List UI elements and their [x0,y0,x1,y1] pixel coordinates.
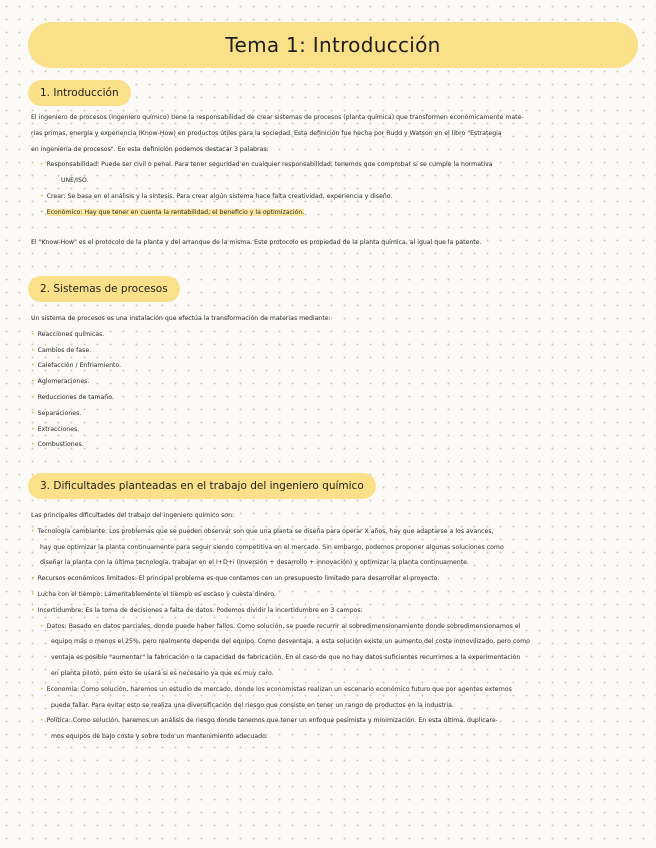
list-item: • Separaciones. [31,409,82,417]
sub-bullet-datos: • Datos: Basado en datos parciales, donde puede haber fallos. Como solución, se puede recurrir al sobredimensionamiento donde sobredimensionamos el [40,622,521,630]
bullet-dot-icon: • [40,717,44,725]
bullet-tecnologia: • Tecnología cambiante: Los problemas que se pueden observar son que una planta se diseña para operar X años, hay que adaptarse a los avances, [31,527,494,535]
bullet-continuation: ventaja es posible "aumentar" la fabricación o la capacidad de fabricación. En el caso de que no hay datos suficientes recurrimos a la experimentación [51,654,521,662]
process-list [31,327,631,453]
bullet-continuation: puede fallar. Para evitar esto se realiza una diversificación del riesgo que consiste en tener un rango de productos en la industria. [51,701,454,709]
section-body-sistemas [31,311,631,453]
list-item: • Extracciones. [31,425,80,433]
bullet-tiempo: • Lucha con el tiempo: Lamentablemente el tiempo es escaso y cuesta dinero. [31,590,276,598]
bullet-dot-icon: • [40,622,44,630]
list-item: • Combustiones. [31,441,84,449]
section-heading-dificultades: 3. Dificultades planteadas en el trabajo del ingeniero químico [28,473,376,499]
bullet-dot-icon: • [31,346,35,354]
bullet-continuation: UNE/ISO. [61,177,89,185]
list-item: • Cambios de fase. [31,346,92,354]
bullet-dot-icon: • [31,409,35,417]
bullet-dot-icon: • [31,606,35,614]
bullet-dot-icon: • [40,208,44,216]
bullet-crear: • Crear: Se basa en el análisis y la síntesis. Para crear algún sistema hace falta creatividad, experiencia y diseño. [40,192,393,200]
bullet-continuation: en planta piloto, pero esto se usará si es necesario ya que es muy caro. [51,669,274,677]
bullet-dot-icon: • [31,590,35,598]
bullet-incertidumbre: • Incertidumbre: Es la toma de decisiones a falta de datos. Podemos dividir la incertidumbre en 3 campos: [31,606,363,614]
bullet-continuation: equipo más o menos el 25%, pero realmente depende del equipo. Como desventaja, a esta solución existe un aumento del coste inmovilizado, pero como [51,638,530,646]
bullet-dot-icon: • [31,330,35,338]
section-heading-introduccion: 1. Introducción [28,80,131,106]
bullet-dot-icon: • [31,362,35,370]
page-title: Tema 1: Introducción [28,22,638,68]
bullet-dot-icon: • [40,161,44,169]
bullet-dot-icon: • [31,425,35,433]
list-item: • Reducciones de tamaño. [31,393,114,401]
bullet-recursos: • Recursos económicos limitados: El principal problema es que contamos con un presupuesto limitado para desarrollar el proyecto. [31,575,440,583]
paragraph-intro: Un sistema de procesos es una instalación que efectúa la transformación de materias mediante: [31,315,331,322]
bullet-economico: • Económico: Hay que tener en cuenta la rentabilidad, el beneficio y la optimización. [40,208,305,216]
bullet-dot-icon: • [31,393,35,401]
paragraph-know-how: El "Know-How" es el protocolo de la planta y del arranque de la misma. Este protocolo es propiedad de la planta química, al igual que la patente. [31,238,482,246]
bullet-continuation: mos equipos de bajo coste y sobre todo un mantenimiento adecuado. [51,733,268,741]
list-item: • Aglomeraciones. [31,378,90,386]
sub-bullet-economia: • Economía: Como solución, haremos un estudio de mercado, donde los economistas realizan un escenario económico futuro que por agentes externos [40,685,512,693]
bullet-dot-icon: • [31,441,35,449]
section-body-introduccion [31,110,631,250]
bullet-responsabilidad: • Responsabilidad: Puede ser civil o penal. Para tener seguridad en cualquier responsabilidad, tenemos que comprobar si se cumple la normativa [40,161,493,169]
bullet-dot-icon: • [31,527,35,535]
bullet-dot-icon: • [31,575,35,583]
section-heading-sistemas: 2. Sistemas de procesos [28,276,180,302]
paragraph-line: El ingeniero de procesos (ingeniero químico) tiene la responsabilidad de crear sistemas de procesos (planta química) que transformen económicamente mate- [31,114,524,121]
bullet-dot-icon: • [40,192,44,200]
bullet-continuation: hay que optimizar la planta continuamente para seguir siendo competitiva en el mercado. Sin embargo, podemos proponer algunas soluciones como [40,543,504,551]
paragraph-line: rias primas, energía y experiencia (Know-How) en productos útiles para la sociedad. Esta definición fue hecha por Rudd y Watson en el libro "Estrategia [31,129,502,137]
bullet-dot-icon: • [40,685,44,693]
paragraph-intro: Las principales dificultades del trabajo del ingeniero químico son: [31,512,235,519]
paragraph-line: en ingeniería de procesos". En esta definición podemos destacar 3 palabras: [31,145,269,153]
sub-bullet-politica: • Política: Como solución, haremos un análisis de riesgo donde tenemos que tener un enfoque pesimista y minimización. En esta última, duplicare- [40,717,498,725]
bullet-continuation: diseñar la planta con la última tecnología, trabajar en el I+D+i (Inversión + desarrollo + innovación) y optimizar la planta continuamente. [40,559,469,567]
list-item: • Calefacción / Enfriamiento. [31,362,122,370]
list-item: • Reacciones químicas. [31,330,105,338]
bullet-dot-icon: • [31,378,35,386]
section-body-dificultades [31,508,631,745]
